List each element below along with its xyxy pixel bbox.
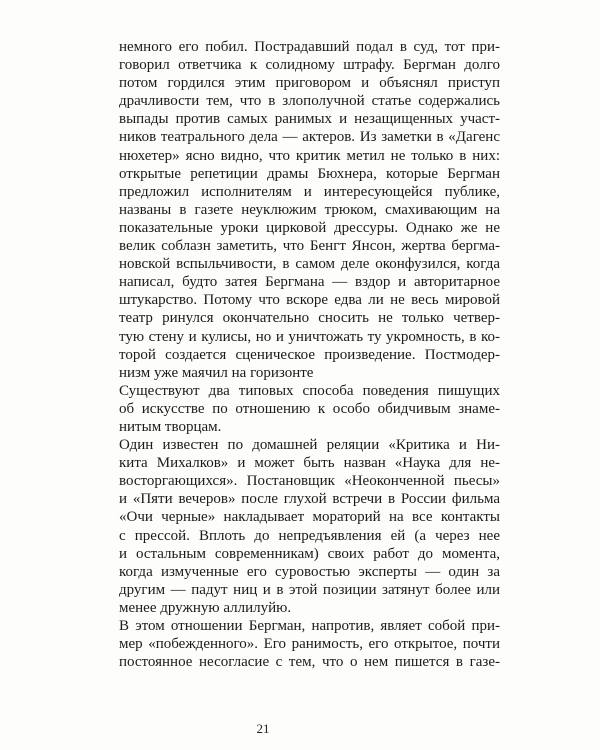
text-line: новской вспыльчивости, в самом деле оконфузился, когда	[119, 256, 500, 273]
text-line: тую стену и кулисы, но и уничтожать ту укромность, в ко-	[119, 328, 500, 345]
text-line: когда измученные его суровостью эксперты — один за	[119, 563, 500, 580]
text-line: менее дружную аллилуйю.	[119, 599, 292, 616]
text-line: об искусстве по отношению к особо обидчивым знаме-	[119, 400, 500, 417]
text-line: названы в газете неуклюжим трюком, смахивающим на	[119, 201, 500, 218]
text-line: выпады против самых ранимых и незащищенных участ-	[119, 111, 500, 128]
text-line: низм уже маячил на горизонте	[119, 364, 314, 381]
text-line: «Очи черные» накладывает мораторий на все контакты	[119, 509, 500, 526]
text-line: потом гордился этим приговором и объяснял приступ	[119, 75, 500, 92]
text-line: немного его побил. Пострадавший подал в суд, тот при-	[119, 39, 500, 55]
text-line: драчливости тем, что в злополучной статье содержались	[119, 93, 500, 110]
text-line: предложил исполнителям и интересующейся публике,	[119, 183, 500, 200]
paragraph	[119, 617, 500, 671]
paragraph	[119, 38, 500, 382]
text-line: и «Пяти вечеров» после глухой встречи в России фильма	[119, 491, 500, 508]
text-line: показательные уроки цирковой дрессуры. Однако же не	[119, 219, 500, 236]
text-line: торой создается сценическое произведение. Постмодер-	[119, 346, 500, 363]
text-line: постоянное несогласие с тем, что о нем пишется в газе-	[119, 654, 500, 671]
text-line: Существуют два типовых способа поведения пишущих	[119, 382, 500, 399]
text-line: восторгающихся». Постановщик «Неоконченной пьесы»	[119, 473, 500, 490]
text-line: открытые репетиции драмы Бюхнера, которые Бергман	[119, 165, 500, 182]
text-line: велик соблазн заметить, что Бенгт Янсон, жертва бергма-	[119, 238, 500, 255]
paragraph	[119, 436, 500, 617]
text-line: Один известен по домашней реляции «Критика и Ни-	[119, 437, 500, 454]
text-line: кита Михалков» и может быть назван «Наука для не-	[119, 455, 500, 472]
text-line: штукарство. Потому что вскоре едва ли не весь мировой	[119, 292, 500, 309]
body-text	[119, 38, 500, 671]
text-line: нитым творцам.	[119, 418, 222, 435]
paragraph	[119, 382, 500, 436]
page-number: 21	[256, 721, 270, 736]
text-line: нюхетер» ясно видно, что критик метил не только в них:	[119, 147, 500, 164]
text-line: говорил ответчика к солидному штрафу. Бергман долго	[119, 57, 500, 74]
text-line: ников театрального дела — актеров. Из заметки в «Дагенс	[119, 129, 500, 146]
text-line: с прессой. Вплоть до непредъявления ей (а через нее	[119, 527, 500, 544]
text-line: другим — падут ниц и в этой позиции затянут более или	[119, 581, 500, 598]
text-line: В этом отношении Бергман, напротив, являет собой при-	[119, 618, 500, 634]
text-line: мер «побежденного». Его ранимость, его открытое, почти	[119, 636, 500, 653]
text-line: написал, будто затея Бергмана — вздор и авторитарное	[119, 274, 500, 291]
text-line: и остальным современникам) своих работ до момента,	[119, 545, 500, 562]
text-line: театр ринулся окончательно сносить не только четвер-	[119, 310, 500, 327]
